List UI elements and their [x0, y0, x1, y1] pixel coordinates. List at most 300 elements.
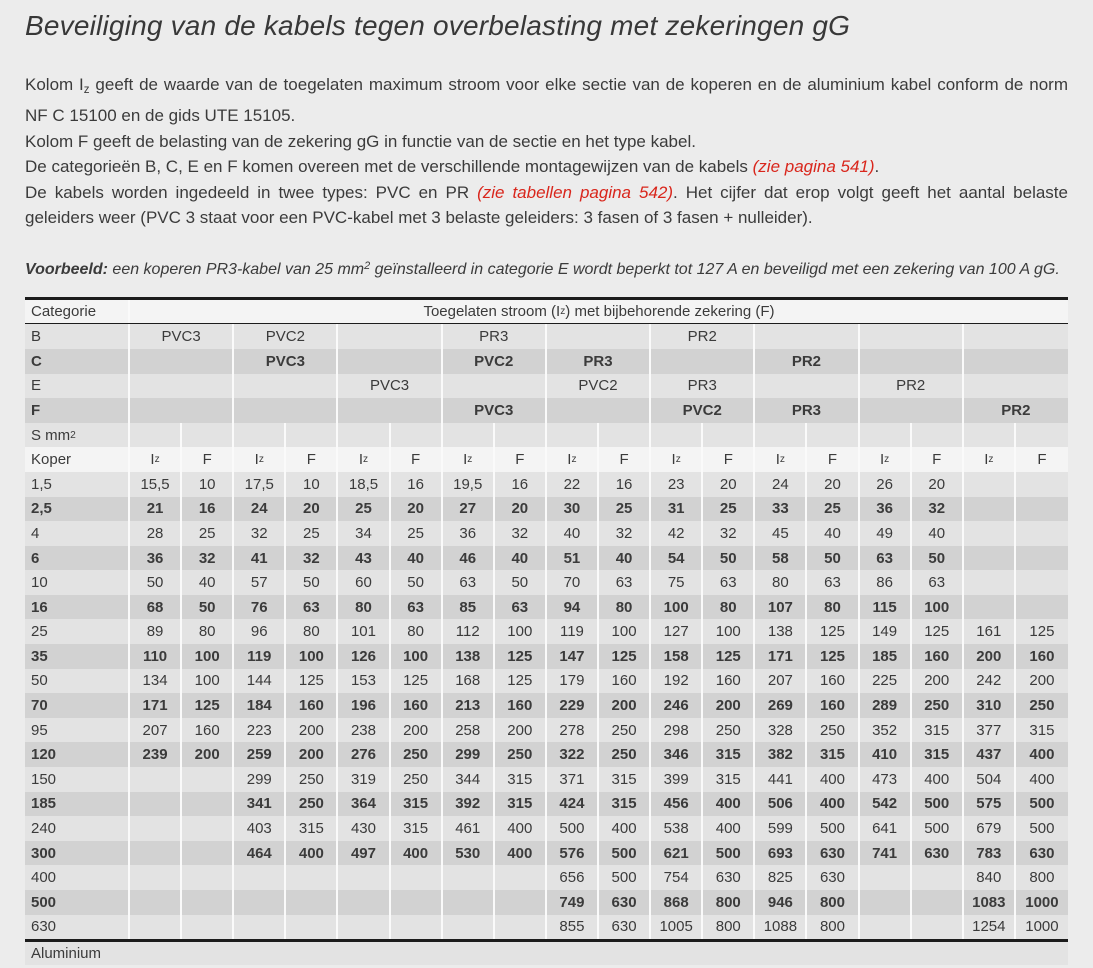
category-row-F [25, 398, 1068, 423]
f-value-cell: 100 [182, 669, 234, 694]
text-segment: z [154, 454, 160, 466]
data-row-6 [25, 546, 1068, 571]
f-value-cell: 200 [1029, 672, 1055, 690]
f-value-cell [391, 915, 443, 940]
text-segment: z [571, 454, 577, 466]
intro-paragraph [25, 180, 1068, 231]
cable-type-cell: PR2 [651, 324, 755, 349]
cable-type-cell [338, 349, 442, 374]
cable-type-cell [964, 349, 1068, 374]
iz-value-cell: 158 [651, 644, 703, 669]
section-label: 400 [25, 865, 130, 890]
iz-column-header [338, 447, 390, 472]
iz-value-cell: 107 [755, 595, 807, 620]
cable-type-cell: PVC3 [338, 374, 442, 399]
iz-value-cell: 32 [234, 521, 286, 546]
iz-value-cell: 80 [338, 595, 390, 620]
f-value-cell: 500 [807, 816, 859, 841]
iz-value-cell: 49 [860, 521, 912, 546]
f-value-cell: 63 [495, 595, 547, 620]
iz-value-cell: 754 [651, 865, 703, 890]
section-label: 70 [25, 693, 130, 718]
page-reference: (zie tabellen pagina 542) [477, 182, 674, 202]
iz-column-header [130, 447, 182, 472]
f-value-cell: 250 [391, 742, 443, 767]
iz-value-cell: 410 [860, 742, 912, 767]
f-value-cell: 500 [599, 841, 651, 866]
f-value-cell [1016, 497, 1068, 522]
f-value-cell: 200 [182, 742, 234, 767]
empty-cell [130, 423, 182, 448]
cable-type-cell: PVC2 [234, 324, 338, 349]
f-value-cell: 125 [182, 693, 234, 718]
f-value-cell: 315 [286, 816, 338, 841]
f-value-cell: 100 [599, 619, 651, 644]
iz-value-cell: 399 [651, 767, 703, 792]
iz-value-cell: 192 [651, 669, 703, 694]
f-value-cell: 20 [912, 472, 964, 497]
f-value-cell: 50 [286, 570, 338, 595]
data-row-400 [25, 865, 1068, 890]
f-value-cell: 250 [599, 742, 651, 767]
f-value-cell: 63 [807, 570, 859, 595]
data-row-2,5 [25, 497, 1068, 522]
text-segment: z [83, 83, 90, 96]
data-row-25 [25, 619, 1068, 644]
f-value-cell [286, 915, 338, 940]
f-value-cell [182, 767, 234, 792]
f-value-cell: 40 [182, 570, 234, 595]
iz-value-cell: 46 [443, 546, 495, 571]
f-value-cell: 250 [599, 718, 651, 743]
iz-value-cell [130, 915, 182, 940]
f-value-cell: 400 [599, 816, 651, 841]
iz-value-cell: 599 [755, 816, 807, 841]
iz-value-cell: 18,5 [338, 472, 390, 497]
iz-value-cell [338, 890, 390, 915]
iz-value-cell: 27 [443, 497, 495, 522]
iz-value-cell: 223 [234, 718, 286, 743]
iz-value-cell [964, 497, 1016, 522]
data-row-35 [25, 644, 1068, 669]
f-value-cell: 10 [182, 472, 234, 497]
iz-value-cell: 54 [651, 546, 703, 571]
iz-value-cell: 51 [547, 546, 599, 571]
f-value-cell: 400 [912, 767, 964, 792]
empty-cell [443, 423, 495, 448]
text-segment: z [675, 454, 681, 466]
f-value-cell: 40 [599, 546, 651, 571]
iz-value-cell [234, 865, 286, 890]
text-segment: I [567, 451, 572, 469]
category-row-B [25, 324, 1068, 349]
iz-value-cell: 196 [338, 693, 390, 718]
f-value-cell: 250 [391, 767, 443, 792]
iz-value-cell: 80 [755, 570, 807, 595]
aluminium-section-row [25, 939, 1068, 965]
cable-type-cell: PR3 [443, 324, 547, 349]
f-value-cell: 80 [703, 595, 755, 620]
iz-value-cell: 31 [651, 497, 703, 522]
iz-value-cell: 168 [443, 669, 495, 694]
f-value-cell: 20 [807, 472, 859, 497]
f-value-cell: 250 [1029, 697, 1055, 715]
cable-type-cell: PR3 [651, 374, 755, 399]
iz-value-cell: 26 [860, 472, 912, 497]
text-segment: geeft de waarde van de toegelaten maximum stroom voor elke sectie van de koperen en de aluminium kabel conform de norm NF C 15100 en de gids UTE 15105. [25, 75, 1068, 126]
cable-type-cell [964, 324, 1068, 349]
iz-value-cell: 36 [443, 521, 495, 546]
f-value-cell [912, 915, 964, 940]
cable-type-cell [755, 374, 859, 399]
f-value-cell: 1000 [1025, 918, 1059, 936]
iz-value-cell: 430 [338, 816, 390, 841]
f-value-cell: 250 [286, 792, 338, 817]
iz-value-cell: 403 [234, 816, 286, 841]
iz-value-cell: 364 [338, 792, 390, 817]
cable-type-cell: PVC2 [651, 398, 755, 423]
iz-value-cell: 269 [755, 693, 807, 718]
iz-value-cell [130, 865, 182, 890]
text-segment: De categorieën B, C, E en F komen overeen met de verschillende montagewijzen van de kabels [25, 157, 753, 177]
f-value-cell: 20 [391, 497, 443, 522]
iz-value-cell: 179 [547, 669, 599, 694]
iz-value-cell: 749 [547, 890, 599, 915]
f-value-cell: 125 [807, 644, 859, 669]
iz-value-cell: 352 [860, 718, 912, 743]
f-value-cell: 160 [1029, 647, 1055, 665]
empty-cell [651, 423, 703, 448]
iz-value-cell: 86 [860, 570, 912, 595]
iz-value-cell: 868 [651, 890, 703, 915]
iz-value-cell: 575 [964, 792, 1016, 817]
f-value-cell: 80 [391, 619, 443, 644]
f-value-cell: 400 [286, 841, 338, 866]
iz-value-cell: 1005 [651, 915, 703, 940]
empty-cell [860, 423, 912, 448]
iz-value-cell: 119 [547, 619, 599, 644]
f-value-cell: 32 [495, 521, 547, 546]
iz-value-cell: 377 [964, 718, 1016, 743]
cable-type-cell: PR2 [860, 374, 964, 399]
data-row-150 [25, 767, 1068, 792]
cable-type-cell [755, 324, 859, 349]
aluminium-label: Aluminium [31, 945, 102, 963]
iz-value-cell [964, 546, 1016, 571]
iz-value-cell: 382 [755, 742, 807, 767]
f-column-header: F [182, 447, 234, 472]
cable-type-cell: PVC3 [130, 324, 234, 349]
text-segment: I [775, 451, 780, 469]
iz-value-cell: 840 [964, 865, 1016, 890]
f-value-cell: 20 [286, 497, 338, 522]
f-value-cell [391, 890, 443, 915]
iz-value-cell: 149 [860, 619, 912, 644]
section-label: 25 [25, 619, 130, 644]
iz-value-cell: 89 [130, 619, 182, 644]
f-value-cell: 160 [495, 693, 547, 718]
iz-value-cell: 310 [964, 693, 1016, 718]
f-value-cell: 100 [703, 619, 755, 644]
section-label: 4 [25, 521, 130, 546]
f-value-cell: 16 [391, 472, 443, 497]
f-value-cell: 250 [495, 742, 547, 767]
f-value-cell: 40 [807, 521, 859, 546]
intro-paragraph [25, 154, 1068, 180]
iz-value-cell: 258 [443, 718, 495, 743]
cable-type-cell [860, 324, 964, 349]
section-label: 2,5 [25, 497, 130, 522]
iz-value-cell: 464 [234, 841, 286, 866]
f-value-cell: 630 [703, 865, 755, 890]
iz-value-cell: 441 [755, 767, 807, 792]
cable-type-cell: PR2 [1001, 401, 1031, 419]
f-value-cell: 16 [495, 472, 547, 497]
f-value-cell [912, 890, 964, 915]
iz-value-cell: 115 [860, 595, 912, 620]
cable-type-cell: PR3 [755, 398, 859, 423]
empty-cell [703, 423, 755, 448]
iz-value-cell: 506 [755, 792, 807, 817]
f-value-cell: 160 [286, 693, 338, 718]
iz-value-cell: 693 [755, 841, 807, 866]
f-value-cell [495, 865, 547, 890]
iz-value-cell: 96 [234, 619, 286, 644]
iz-value-cell: 15,5 [130, 472, 182, 497]
iz-value-cell: 23 [651, 472, 703, 497]
iz-column-header [755, 447, 807, 472]
iz-value-cell: 200 [964, 644, 1016, 669]
text-segment: . Het cijfer dat erop volgt geeft het aantal belaste geleiders weer (PVC 3 staat voor een PVC-kabel met 3 belaste geleiders: 3 fasen of 3 fasen + nulleider). [25, 182, 1068, 228]
f-value-cell: 160 [807, 693, 859, 718]
empty-cell [391, 423, 443, 448]
empty-cell [912, 423, 964, 448]
iz-value-cell: 259 [234, 742, 286, 767]
section-label: 500 [25, 890, 130, 915]
iz-value-cell: 40 [547, 521, 599, 546]
f-value-cell [495, 890, 547, 915]
iz-value-cell: 138 [443, 644, 495, 669]
iz-value-cell: 36 [860, 497, 912, 522]
iz-value-cell: 75 [651, 570, 703, 595]
example-label: Voorbeeld: [25, 260, 108, 278]
f-value-cell: 500 [912, 792, 964, 817]
cable-type-cell [130, 398, 234, 423]
text-segment: 2 [70, 429, 76, 441]
iz-value-cell: 741 [860, 841, 912, 866]
f-value-cell: 200 [599, 693, 651, 718]
iz-value-cell: 346 [651, 742, 703, 767]
f-value-cell: 250 [286, 767, 338, 792]
f-value-cell: 630 [807, 865, 859, 890]
text-segment: z [560, 306, 566, 318]
section-label: 120 [25, 742, 130, 767]
iz-value-cell [443, 865, 495, 890]
f-value-cell: 800 [807, 890, 859, 915]
f-value-cell: 160 [912, 644, 964, 669]
f-value-cell: 160 [807, 669, 859, 694]
f-value-cell: 25 [807, 497, 859, 522]
iz-value-cell: 621 [651, 841, 703, 866]
iz-value-cell: 50 [130, 570, 182, 595]
f-column-header: F [1037, 451, 1047, 469]
iz-value-cell [860, 890, 912, 915]
iz-value-cell: 238 [338, 718, 390, 743]
category-label: C [25, 349, 130, 374]
iz-value-cell: 825 [755, 865, 807, 890]
section-label: 35 [25, 644, 130, 669]
f-value-cell: 50 [391, 570, 443, 595]
cable-type-cell: PVC3 [234, 349, 338, 374]
iz-value-cell [130, 767, 182, 792]
empty-cell [286, 423, 338, 448]
f-value-cell: 400 [1029, 770, 1055, 788]
iz-value-cell: 76 [234, 595, 286, 620]
f-value-cell: 160 [703, 669, 755, 694]
f-value-cell: 630 [807, 841, 859, 866]
cable-type-cell: PR2 [755, 349, 859, 374]
text-segment: ) met bijbehorende zekering (F) [565, 303, 775, 321]
f-value-cell: 100 [912, 595, 964, 620]
cable-type-cell [338, 398, 442, 423]
section-unit-row [25, 423, 1068, 448]
iz-value-cell: 41 [234, 546, 286, 571]
f-value-cell [1016, 546, 1068, 571]
iz-value-cell: 24 [755, 472, 807, 497]
f-value-cell: 200 [495, 718, 547, 743]
data-row-10 [25, 570, 1068, 595]
f-value-cell: 63 [703, 570, 755, 595]
data-row-16 [25, 595, 1068, 620]
category-label: E [25, 374, 130, 399]
iz-value-cell: 153 [338, 669, 390, 694]
f-value-cell: 80 [807, 595, 859, 620]
iz-value-cell: 276 [338, 742, 390, 767]
iz-value-cell: 30 [547, 497, 599, 522]
f-value-cell: 500 [1029, 795, 1055, 813]
empty-cell [547, 423, 599, 448]
f-value-cell: 160 [182, 718, 234, 743]
cable-type-cell: PVC2 [547, 374, 651, 399]
cable-type-cell [234, 398, 338, 423]
iz-value-cell [964, 570, 1016, 595]
f-value-cell: 315 [391, 792, 443, 817]
f-value-cell: 200 [912, 669, 964, 694]
empty-cell [338, 423, 390, 448]
iz-column-header [443, 447, 495, 472]
iz-value-cell: 497 [338, 841, 390, 866]
f-value-cell: 25 [703, 497, 755, 522]
iz-value-cell: 22 [547, 472, 599, 497]
f-value-cell: 250 [912, 693, 964, 718]
cable-type-cell [338, 324, 442, 349]
cable-type-cell [130, 349, 234, 374]
f-value-cell: 40 [912, 521, 964, 546]
f-value-cell: 400 [495, 841, 547, 866]
cable-type-cell: PR3 [547, 349, 651, 374]
cable-type-cell [234, 374, 338, 399]
iz-value-cell: 530 [443, 841, 495, 866]
cable-type-cell [964, 374, 1068, 399]
f-value-cell: 200 [703, 693, 755, 718]
intro-block [25, 72, 1068, 231]
iz-value-cell: 28 [130, 521, 182, 546]
empty-cell [964, 423, 1016, 448]
f-value-cell [286, 865, 338, 890]
text-segment: De kabels worden ingedeeld in twee types: PVC en PR [25, 182, 478, 202]
section-label: 240 [25, 816, 130, 841]
f-value-cell: 400 [391, 841, 443, 866]
f-value-cell: 100 [391, 644, 443, 669]
f-value-cell: 200 [391, 718, 443, 743]
f-value-cell: 800 [703, 890, 755, 915]
f-value-cell: 500 [599, 865, 651, 890]
empty-cell [807, 423, 859, 448]
f-value-cell: 125 [912, 619, 964, 644]
f-value-cell [1016, 595, 1068, 620]
f-value-cell: 32 [703, 521, 755, 546]
f-value-cell: 125 [1029, 623, 1055, 641]
text-segment: I [671, 451, 676, 469]
section-label: 6 [25, 546, 130, 571]
iz-value-cell: 213 [443, 693, 495, 718]
empty-cell [495, 423, 547, 448]
iz-value-cell [234, 915, 286, 940]
f-value-cell: 50 [182, 595, 234, 620]
iz-value-cell: 101 [338, 619, 390, 644]
page-title: Beveiliging van de kabels tegen overbelasting met zekeringen gG [25, 10, 851, 41]
iz-value-cell: 57 [234, 570, 286, 595]
f-value-cell: 400 [703, 792, 755, 817]
iz-value-cell: 500 [547, 816, 599, 841]
data-row-240 [25, 816, 1068, 841]
text-segment: I [150, 451, 155, 469]
f-value-cell: 315 [495, 767, 547, 792]
iz-value-cell: 855 [547, 915, 599, 940]
stroom-header [130, 300, 1068, 324]
iz-value-cell: 17,5 [234, 472, 286, 497]
iz-value-cell: 1254 [964, 915, 1016, 940]
iz-value-cell: 299 [443, 742, 495, 767]
f-value-cell: 315 [912, 742, 964, 767]
data-row-185 [25, 792, 1068, 817]
iz-value-cell: 33 [755, 497, 807, 522]
iz-value-cell: 58 [755, 546, 807, 571]
iz-value-cell: 437 [964, 742, 1016, 767]
iz-value-cell: 161 [964, 619, 1016, 644]
iz-value-cell: 298 [651, 718, 703, 743]
text-segment: een koperen PR3-kabel van 25 mm [107, 260, 365, 278]
iz-value-cell: 576 [547, 841, 599, 866]
empty-cell [234, 423, 286, 448]
iz-value-cell: 641 [860, 816, 912, 841]
iz-value-cell: 424 [547, 792, 599, 817]
f-value-cell [182, 865, 234, 890]
iz-value-cell: 134 [130, 669, 182, 694]
f-value-cell: 1000 [1025, 893, 1059, 911]
iz-value-cell [860, 915, 912, 940]
f-value-cell: 200 [286, 742, 338, 767]
iz-value-cell: 147 [547, 644, 599, 669]
cable-type-cell [130, 374, 234, 399]
section-label: 185 [25, 792, 130, 817]
text-segment: I [463, 451, 468, 469]
iz-value-cell: 185 [860, 644, 912, 669]
f-value-cell: 800 [703, 915, 755, 940]
f-value-cell: 315 [495, 792, 547, 817]
iz-value-cell: 341 [234, 792, 286, 817]
data-row-70 [25, 693, 1068, 718]
